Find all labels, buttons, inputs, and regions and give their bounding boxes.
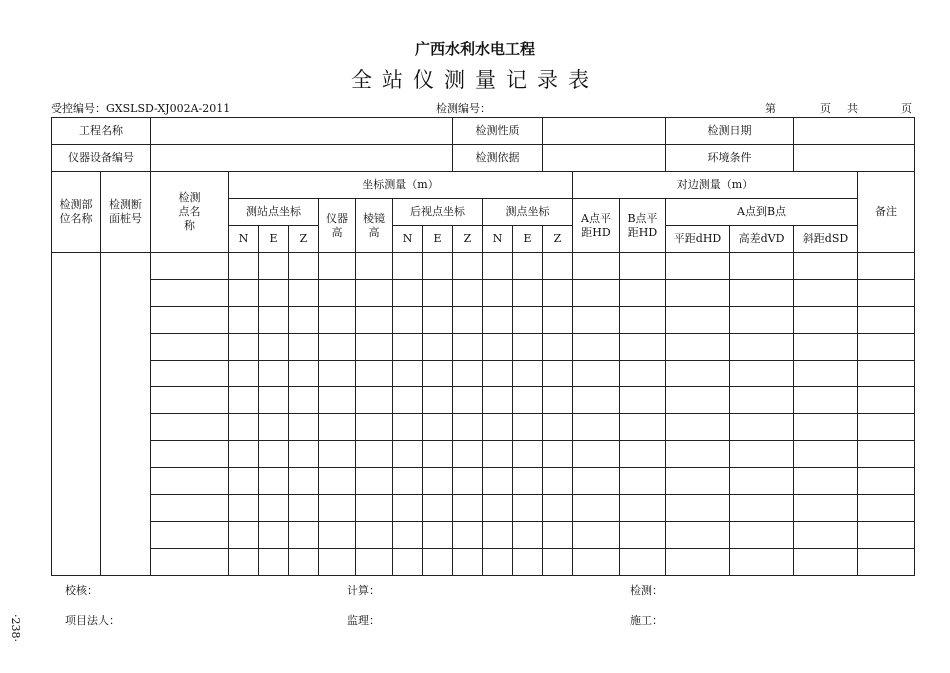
table-cell[interactable] (393, 387, 423, 414)
table-cell[interactable] (666, 360, 730, 387)
table-cell[interactable] (573, 360, 620, 387)
table-cell[interactable] (259, 414, 289, 441)
table-cell[interactable] (356, 333, 393, 360)
table-cell[interactable] (356, 360, 393, 387)
table-cell[interactable] (319, 414, 356, 441)
table-row (52, 253, 915, 280)
table-cell[interactable] (620, 414, 666, 441)
table-cell[interactable] (666, 279, 730, 306)
table-row (52, 548, 915, 575)
table-cell[interactable] (573, 548, 620, 575)
table-cell[interactable] (453, 495, 483, 522)
table-cell[interactable] (858, 253, 915, 280)
calc-label: 计算： (347, 584, 380, 597)
table-cell[interactable] (483, 441, 513, 468)
table-cell[interactable] (151, 548, 229, 575)
col-instrument-height: 仪器高 (319, 199, 356, 253)
table-cell[interactable] (453, 548, 483, 575)
table-cell[interactable] (319, 279, 356, 306)
table-cell[interactable] (730, 333, 794, 360)
col-part: 检测部位名称 (52, 172, 101, 253)
table-cell[interactable] (513, 495, 543, 522)
table-cell[interactable] (289, 360, 319, 387)
table-cell[interactable] (101, 253, 151, 576)
col-dvd: 高差dVD (730, 226, 794, 253)
table-cell[interactable] (289, 306, 319, 333)
table-cell[interactable] (229, 360, 259, 387)
table-cell[interactable] (513, 279, 543, 306)
table-cell[interactable] (259, 495, 289, 522)
table-cell[interactable] (573, 468, 620, 495)
table-cell[interactable] (730, 441, 794, 468)
table-cell[interactable] (229, 441, 259, 468)
page-ye-total: 页 (901, 102, 912, 115)
table-cell[interactable] (620, 548, 666, 575)
table-cell[interactable] (543, 360, 573, 387)
table-cell[interactable] (356, 253, 393, 280)
table-cell[interactable] (289, 521, 319, 548)
table-cell[interactable] (423, 253, 453, 280)
table-cell[interactable] (483, 333, 513, 360)
table-cell[interactable] (319, 306, 356, 333)
table-cell[interactable] (513, 253, 543, 280)
table-cell[interactable] (543, 279, 573, 306)
table-cell[interactable] (229, 414, 259, 441)
table-cell[interactable] (229, 468, 259, 495)
table-cell[interactable] (356, 279, 393, 306)
table-cell[interactable] (513, 441, 543, 468)
edge-measure-header: 对边测量（m） (573, 172, 858, 199)
table-cell[interactable] (620, 279, 666, 306)
table-cell[interactable] (453, 414, 483, 441)
table-cell[interactable] (151, 441, 229, 468)
table-cell[interactable] (543, 495, 573, 522)
table-cell[interactable] (289, 495, 319, 522)
table-cell[interactable] (858, 414, 915, 441)
table-cell[interactable] (289, 333, 319, 360)
table-cell[interactable] (573, 279, 620, 306)
table-cell[interactable] (483, 360, 513, 387)
backsight-z: Z (453, 226, 483, 253)
inspect-label: 检测： (630, 584, 663, 597)
table-cell[interactable] (573, 253, 620, 280)
table-cell[interactable] (666, 306, 730, 333)
a-to-b-header: A点到B点 (666, 199, 858, 226)
table-cell[interactable] (229, 521, 259, 548)
page-di: 第 (765, 102, 776, 115)
table-cell[interactable] (259, 521, 289, 548)
station-coord-header: 测站点坐标 (229, 199, 319, 226)
table-cell[interactable] (620, 521, 666, 548)
col-b-hd: B点平距HD (620, 199, 666, 253)
station-n: N (229, 226, 259, 253)
table-cell[interactable] (151, 495, 229, 522)
table-cell[interactable] (423, 468, 453, 495)
table-cell[interactable] (423, 521, 453, 548)
table-cell[interactable] (423, 333, 453, 360)
page-ye: 页 (820, 102, 831, 115)
table-cell[interactable] (423, 279, 453, 306)
table-cell[interactable] (513, 360, 543, 387)
table-cell[interactable] (666, 521, 730, 548)
test-basis-value[interactable] (543, 145, 666, 172)
table-cell[interactable] (229, 279, 259, 306)
table-cell[interactable] (151, 360, 229, 387)
table-row (52, 468, 915, 495)
legal-label: 项目法人： (65, 614, 120, 627)
table-cell[interactable] (730, 253, 794, 280)
table-cell[interactable] (666, 333, 730, 360)
table-cell[interactable] (393, 306, 423, 333)
table-cell[interactable] (794, 521, 858, 548)
table-cell[interactable] (666, 495, 730, 522)
table-cell[interactable] (453, 253, 483, 280)
table-cell[interactable] (356, 468, 393, 495)
table-cell[interactable] (483, 253, 513, 280)
table-cell[interactable] (666, 441, 730, 468)
table-cell[interactable] (319, 387, 356, 414)
table-cell[interactable] (730, 414, 794, 441)
measure-n: N (483, 226, 513, 253)
page-gong: 共 (847, 102, 858, 115)
table-cell[interactable] (794, 468, 858, 495)
table-cell[interactable] (259, 387, 289, 414)
table-cell[interactable] (543, 333, 573, 360)
table-cell[interactable] (423, 495, 453, 522)
table-cell[interactable] (730, 387, 794, 414)
table-cell[interactable] (483, 306, 513, 333)
table-cell[interactable] (393, 253, 423, 280)
table-cell[interactable] (356, 441, 393, 468)
table-cell[interactable] (794, 360, 858, 387)
table-cell[interactable] (151, 253, 229, 280)
table-cell[interactable] (319, 548, 356, 575)
table-cell[interactable] (453, 387, 483, 414)
environment-value[interactable] (794, 145, 915, 172)
station-z: Z (289, 226, 319, 253)
table-cell[interactable] (319, 333, 356, 360)
table-cell[interactable] (620, 441, 666, 468)
table-cell[interactable] (151, 521, 229, 548)
table-cell[interactable] (289, 548, 319, 575)
table-cell[interactable] (513, 333, 543, 360)
table-cell[interactable] (289, 441, 319, 468)
table-cell[interactable] (229, 306, 259, 333)
table-cell[interactable] (573, 495, 620, 522)
col-a-hd: A点平距HD (573, 199, 620, 253)
table-cell[interactable] (453, 306, 483, 333)
control-number: 受控编号：GXSLSD-XJ002A-2011 (51, 102, 231, 115)
table-cell[interactable] (393, 548, 423, 575)
table-cell[interactable] (423, 387, 453, 414)
table-cell[interactable] (543, 548, 573, 575)
table-cell[interactable] (543, 306, 573, 333)
table-cell[interactable] (543, 387, 573, 414)
table-cell[interactable] (453, 441, 483, 468)
table-cell[interactable] (393, 495, 423, 522)
table-cell[interactable] (513, 306, 543, 333)
table-cell[interactable] (620, 468, 666, 495)
table-cell[interactable] (730, 279, 794, 306)
table-cell[interactable] (543, 414, 573, 441)
table-cell[interactable] (453, 521, 483, 548)
table-cell[interactable] (356, 548, 393, 575)
test-number: 检测编号： (436, 102, 491, 115)
table-cell[interactable] (483, 521, 513, 548)
table-cell[interactable] (289, 387, 319, 414)
table-cell[interactable] (573, 306, 620, 333)
table-cell[interactable] (858, 441, 915, 468)
table-cell[interactable] (666, 387, 730, 414)
table-cell[interactable] (151, 279, 229, 306)
table-cell[interactable] (319, 441, 356, 468)
table-cell[interactable] (573, 441, 620, 468)
table-cell[interactable] (513, 521, 543, 548)
page-number: ·238· (9, 614, 22, 642)
construct-label: 施工： (630, 614, 663, 627)
table-cell[interactable] (513, 548, 543, 575)
table-cell[interactable] (259, 253, 289, 280)
table-cell[interactable] (259, 333, 289, 360)
table-cell[interactable] (393, 468, 423, 495)
table-cell[interactable] (730, 468, 794, 495)
table-row (52, 333, 915, 360)
table-cell[interactable] (356, 521, 393, 548)
table-cell[interactable] (858, 387, 915, 414)
table-cell[interactable] (573, 521, 620, 548)
table-cell[interactable] (858, 495, 915, 522)
col-dhd: 平距dHD (666, 226, 730, 253)
table-row (52, 279, 915, 306)
table-cell[interactable] (483, 387, 513, 414)
backsight-e: E (423, 226, 453, 253)
table-cell[interactable] (229, 253, 259, 280)
measure-z: Z (543, 226, 573, 253)
measure-e: E (513, 226, 543, 253)
table-row (52, 441, 915, 468)
table-cell[interactable] (620, 495, 666, 522)
table-cell[interactable] (513, 387, 543, 414)
table-cell[interactable] (543, 441, 573, 468)
table-cell[interactable] (666, 468, 730, 495)
instrument-no-label: 仪器设备编号 (52, 145, 151, 172)
table-cell[interactable] (423, 548, 453, 575)
col-point: 检测点名称 (151, 172, 229, 253)
table-cell[interactable] (229, 495, 259, 522)
table-cell[interactable] (453, 360, 483, 387)
table-cell[interactable] (483, 548, 513, 575)
table-row (52, 387, 915, 414)
table-cell[interactable] (730, 521, 794, 548)
table-cell[interactable] (356, 387, 393, 414)
table-cell[interactable] (543, 253, 573, 280)
test-date-label: 检测日期 (666, 118, 794, 145)
table-cell[interactable] (393, 279, 423, 306)
table-cell[interactable] (289, 279, 319, 306)
table-cell[interactable] (730, 306, 794, 333)
test-basis-label: 检测依据 (453, 145, 543, 172)
table-cell[interactable] (543, 468, 573, 495)
table-cell[interactable] (620, 306, 666, 333)
table-cell[interactable] (229, 387, 259, 414)
supervise-label: 监理： (347, 614, 380, 627)
table-cell[interactable] (151, 333, 229, 360)
backsight-coord-header: 后视点坐标 (393, 199, 483, 226)
table-cell[interactable] (794, 441, 858, 468)
table-cell[interactable] (794, 279, 858, 306)
table-cell[interactable] (858, 360, 915, 387)
table-row (52, 414, 915, 441)
form-title: 全站仪测量记录表 (351, 68, 599, 92)
table-cell[interactable] (259, 360, 289, 387)
table-cell[interactable] (620, 387, 666, 414)
table-cell[interactable] (393, 360, 423, 387)
table-cell[interactable] (319, 360, 356, 387)
col-prism-height: 棱镜高 (356, 199, 393, 253)
table-cell[interactable] (858, 521, 915, 548)
table-cell[interactable] (730, 548, 794, 575)
table-row (52, 521, 915, 548)
table-cell[interactable] (259, 548, 289, 575)
table-cell[interactable] (453, 279, 483, 306)
table-cell[interactable] (393, 333, 423, 360)
table-cell[interactable] (393, 441, 423, 468)
measure-point-header: 测点坐标 (483, 199, 573, 226)
table-cell[interactable] (794, 495, 858, 522)
project-name-value[interactable] (151, 118, 453, 145)
col-remark: 备注 (858, 172, 915, 253)
table-row (52, 495, 915, 522)
table-cell[interactable] (858, 333, 915, 360)
table-cell[interactable] (794, 414, 858, 441)
organization-title: 广西水利水电工程 (414, 40, 535, 58)
table-cell[interactable] (513, 414, 543, 441)
table-cell[interactable] (543, 521, 573, 548)
table-cell[interactable] (858, 306, 915, 333)
table-cell[interactable] (289, 253, 319, 280)
table-cell[interactable] (794, 333, 858, 360)
table-cell[interactable] (573, 387, 620, 414)
table-cell[interactable] (453, 333, 483, 360)
table-cell[interactable] (794, 548, 858, 575)
table-cell[interactable] (356, 495, 393, 522)
table-cell[interactable] (319, 253, 356, 280)
table-cell[interactable] (393, 521, 423, 548)
table-cell[interactable] (666, 548, 730, 575)
table-cell[interactable] (794, 253, 858, 280)
table-cell[interactable] (423, 441, 453, 468)
table-cell[interactable] (319, 521, 356, 548)
table-cell[interactable] (151, 387, 229, 414)
environment-label: 环境条件 (666, 145, 794, 172)
table-cell[interactable] (620, 253, 666, 280)
table-cell[interactable] (794, 387, 858, 414)
check-label: 校核： (65, 584, 98, 597)
table-row (52, 360, 915, 387)
table-cell[interactable] (794, 306, 858, 333)
table-row (52, 306, 915, 333)
table-cell[interactable] (151, 468, 229, 495)
instrument-no-value[interactable] (151, 145, 453, 172)
table-cell[interactable] (259, 306, 289, 333)
table-cell[interactable] (289, 414, 319, 441)
table-cell[interactable] (858, 468, 915, 495)
station-e: E (259, 226, 289, 253)
table-cell[interactable] (259, 441, 289, 468)
col-dsd: 斜距dSD (794, 226, 858, 253)
table-cell[interactable] (151, 306, 229, 333)
table-cell[interactable] (289, 468, 319, 495)
record-table (51, 117, 915, 576)
backsight-n: N (393, 226, 423, 253)
table-cell[interactable] (356, 306, 393, 333)
test-nature-value[interactable] (543, 118, 666, 145)
table-cell[interactable] (730, 360, 794, 387)
table-cell[interactable] (483, 468, 513, 495)
test-nature-label: 检测性质 (453, 118, 543, 145)
table-cell[interactable] (259, 468, 289, 495)
table-cell[interactable] (423, 414, 453, 441)
table-cell[interactable] (423, 306, 453, 333)
table-cell[interactable] (730, 495, 794, 522)
table-cell[interactable] (229, 333, 259, 360)
table-cell[interactable] (620, 333, 666, 360)
table-cell[interactable] (513, 468, 543, 495)
table-cell[interactable] (393, 414, 423, 441)
table-cell[interactable] (573, 333, 620, 360)
table-cell[interactable] (483, 414, 513, 441)
table-cell[interactable] (483, 279, 513, 306)
table-cell[interactable] (573, 414, 620, 441)
table-cell[interactable] (151, 414, 229, 441)
table-cell[interactable] (319, 468, 356, 495)
table-cell[interactable] (858, 279, 915, 306)
table-cell[interactable] (259, 279, 289, 306)
table-cell[interactable] (52, 253, 101, 576)
table-cell[interactable] (453, 468, 483, 495)
table-cell[interactable] (483, 495, 513, 522)
table-cell[interactable] (229, 548, 259, 575)
table-cell[interactable] (858, 548, 915, 575)
table-cell[interactable] (319, 495, 356, 522)
table-cell[interactable] (620, 360, 666, 387)
table-cell[interactable] (666, 253, 730, 280)
table-cell[interactable] (423, 360, 453, 387)
project-name-label: 工程名称 (52, 118, 151, 145)
table-cell[interactable] (666, 414, 730, 441)
test-date-value[interactable] (794, 118, 915, 145)
col-section: 检测断面桩号 (101, 172, 151, 253)
coord-measure-header: 坐标测量（m） (229, 172, 573, 199)
table-cell[interactable] (356, 414, 393, 441)
